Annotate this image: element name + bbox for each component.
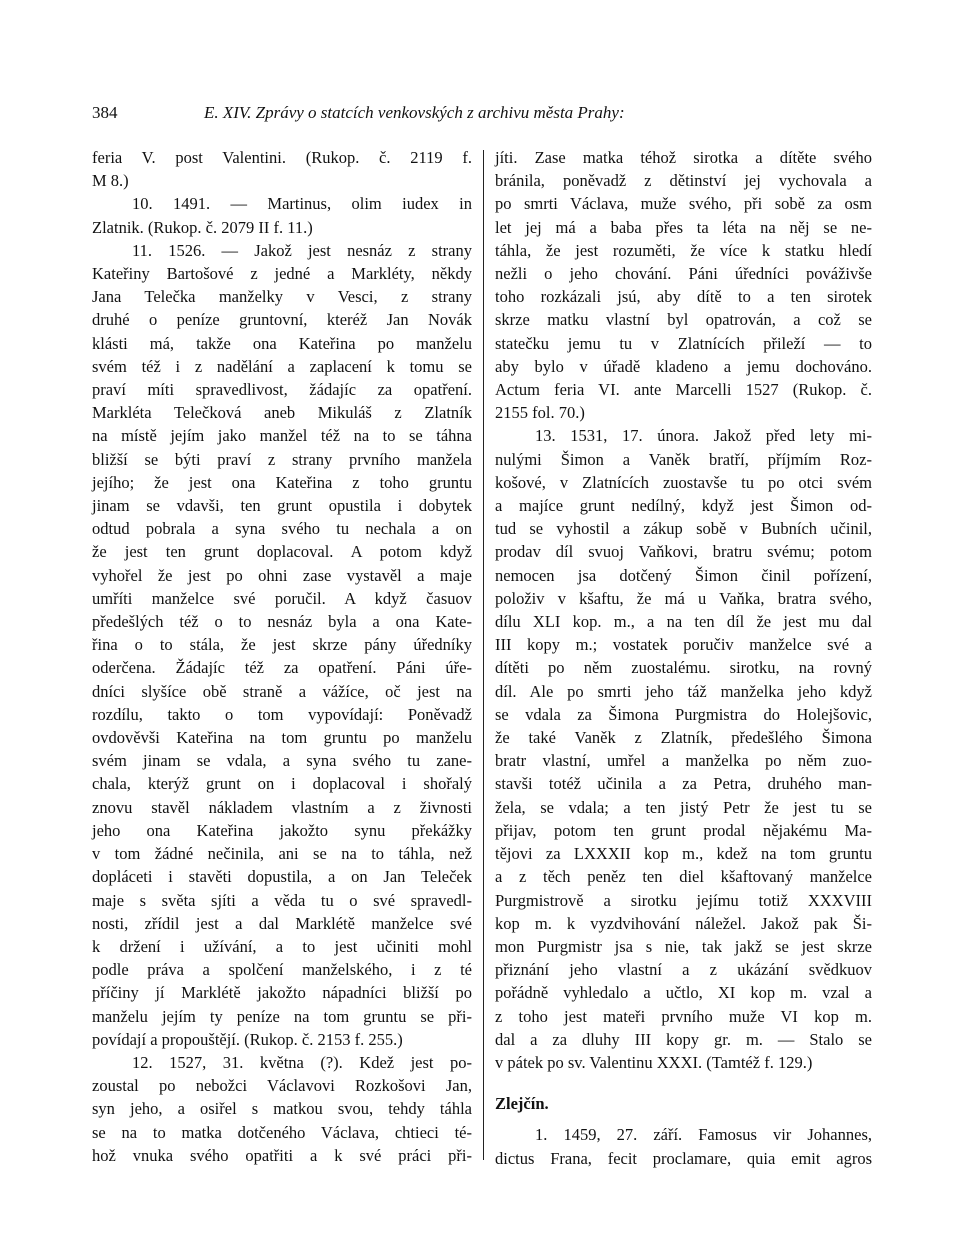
right-column-text-after-heading [495,1123,872,1169]
column-divider [483,150,484,1160]
text-line: statečku jemu tu v Zlatnících přileží — to [495,333,872,353]
text-line: M 8.) [92,171,129,191]
text-line: řina o to stála, že jest skrze pány úředníky [92,635,472,655]
text-line: 2155 fol. 70.) [495,403,585,423]
text-line: že také Vaněk z Zlatník, předešlého Šimona [495,728,872,748]
text-line: ovdověvši Kateřina na tom gruntu po manželu [92,728,472,748]
text-line: dítěti po něm zuostalému. sirotku, na rovný [495,658,872,678]
text-line: přijav, potom ten grunt prodal nějakému Ma- [495,820,872,840]
text-line: klásti má, takže ona Kateřina po manželu [92,333,472,353]
text-line: feria V. post Valentini. (Rukop. č. 2119 f. [92,148,472,167]
text-line: nosti, zřídil jest a dal Marklétě manželce své [92,913,472,933]
text-line: oderčena. Žádajíc též za opatření. Páni úře- [92,658,472,678]
text-line: dílu XLI kop. m., a na ten díl že jest mu dal [495,612,872,632]
text-line: vyhořel že jest po ohni zase vystavěl a maje [92,565,472,585]
text-line: jinam se vdavši, ten grunt opustila i dobytek [92,496,472,516]
text-line: aby bylo v úřadě kladeno a jemu dochováno. [495,356,872,376]
text-line: syn jeho, a osiřel s matkou svou, tehdy táhla [92,1099,472,1119]
left-column [92,146,472,1167]
text-line: nulými Šimon a Vaněk bratří, příjmím Roz- [495,449,872,469]
text-line: skrze matku vlastní byl opatrován, a což se [495,310,872,330]
text-line: Actum feria VI. ante Marcelli 1527 (Rukop. č. [495,380,872,400]
page-number: 384 [92,103,118,122]
text-line: těјovi za LXXXII kop m., kdež na tom gruntu [495,844,872,864]
text-line: svém jinam se vdala, a syna svého tu zane- [92,751,472,771]
text-line: 10. 1491. — Martinus, olim iudex in [132,194,472,214]
text-line: se vdala za Šimona Purgmistra do Holejšovic, [495,704,872,724]
text-line: dopláceti i stavěti dopustila, a on Jan Teleček [92,867,472,887]
text-line: jíti. Zase matka téhož sirotka a dítěte svého [495,148,872,167]
text-line: odtud pobrala a syna svého tu nechala a on [92,519,472,539]
text-line: přiznání jeho vlastní a z ukázání svědkuov [495,960,872,980]
text-line: mon Purgmistr jsa s nie, tak jakž se jest skrze [495,936,872,956]
text-line: bratr vlastní, umřel a manželka po něm zuo- [495,751,872,771]
text-line: položiv v kšaftu, že má u Vaňka, bratra svého, [495,588,872,608]
text-line: zoustal po nebožci Václavovi Rozkošovi Jan, [92,1076,472,1096]
text-line: v pátek po sv. Valentinu XXXI. (Tamtéž f. 129.) [495,1052,813,1072]
text-line: táhla, že jest rozuměti, že více k statku hledí [495,240,872,260]
text-line: na místě jejím jako manžel též na to se táhna [92,426,472,446]
text-line: praví míti spravedlivost, žádajíc za opatření. [92,380,472,400]
text-line: a z těch peněz ten diel kšaftovaný manželce [495,867,872,887]
text-line: že jest ten grunt doplacoval. A potom když [92,542,472,562]
text-line: umříti manželce své poručil. A když časuov [92,588,472,608]
section-heading: Zlejčín. [495,1094,549,1114]
text-line: rozdílu, takto o tom vypovídají: Poněvadž [92,704,472,724]
text-line: 1. 1459, 27. září. Famosus vir Johannes, [535,1125,872,1145]
text-line: III kopy m.; vostatek poručiv manželce své a [495,635,872,655]
running-title: E. XIV. Zprávy o statcích venkovských z archivu města Prahy: [204,103,625,122]
text-line: Zlatnik. (Rukop. č. 2079 II f. 11.) [92,217,313,237]
text-line: hož vnuka svého opatřiti a k své práci při- [92,1145,472,1165]
text-line: dníci slyšíce obě straně a vážíce, oč jest na [92,681,472,701]
text-line: tud se vyhostil a zákup sobě v Bubních učinil, [495,519,872,539]
text-line: jeho ona Kateřina jakožto synu překážky [92,820,472,840]
text-line: bližší se býti praví z strany prvního manžela [92,449,472,469]
text-line: předešlých též o to nesnáz byla a ona Kate- [92,612,472,632]
text-line: chala, kterýž grunt on i doplacoval i shořalý [92,774,472,794]
text-line: stavši totéž učinila a za Petra, druhého man- [495,774,872,794]
text-line: podle práva a spolčení manželského, i z té [92,960,472,980]
text-line: manželu jejím ty peníze na tom gruntu se při- [92,1006,472,1026]
text-line: 12. 1527, 31. května (?). Kdež jest po- [132,1052,472,1072]
text-line: svém též i z nadělání a zaplacení k tomu se [92,356,472,376]
text-line: v tom žádné nečinila, ani se na to táhla, než [92,844,472,864]
text-line: let jej má a baba přes ta léta na něj se ne- [495,217,872,237]
text-line: dictus Frana, fecit proclamare, quia emit agros [495,1148,872,1168]
text-line: druhé o peníze gruntovní, kteréž Jan Novák [92,310,472,330]
text-line: z toho jest mateři prvního muže VI kop m. [495,1006,872,1026]
text-line: dal a za dluhy III kopy gr. m. — Stalo se [495,1029,872,1049]
page-header [92,103,872,129]
text-line: nemocen jsa dotčený Šimon činil pořízení, [495,565,872,585]
text-line: Jana Telečka manželky v Vesci, z strany [92,287,472,307]
text-line: nežli o jeho chování. Páni úředníci pováživše [495,264,872,284]
right-column-text [495,146,872,1074]
text-line: 13. 1531, 17. února. Jakož před lety mi- [535,426,872,446]
text-line: Kateřiny Bartošové z jedné a Markléty, někdy [92,264,472,284]
text-line: bránila, poněvadž z dětinství jej vychovala a [495,171,872,191]
text-line: pořádně vyhledalo a učtlo, XI kop m. vzal a [495,983,872,1003]
text-line: toho rozkázali jsú, aby dítě to a ten sirotek [495,287,872,307]
text-line: Markléta Telečková aneb Mikuláš z Zlatník [92,403,472,423]
text-line: maje s světa sjíti a věda tu o své spravedl- [92,890,472,910]
text-line: kop m. k vyzdvihování náležel. Jakož pak Ši- [495,913,872,933]
text-line: k držení i užívání, a to jest učiniti mohl [92,936,472,956]
text-line: díl. Ale po smrti jeho táž manželka jeho když [495,681,872,701]
text-line: příčiny jí Marklétě jakožto nápadníci bližší po [92,983,472,1003]
right-column [495,146,872,1170]
text-line: 11. 1526. — Jakož jest nesnáz z strany [132,240,472,260]
text-line: povídají a propouštějí. (Rukop. č. 2153 f. 255.) [92,1029,403,1049]
text-line: znovu stavěl nákladem vlastním a z živnosti [92,797,472,817]
text-line: po smrti Václava, muže svého, při sobě za osm [495,194,872,214]
text-line: prodav díl svuoj Vaňkovi, bratru svému; potom [495,542,872,562]
text-line: Purgmistrově a sirotku jejímu totiž XXXVIII [495,890,872,910]
text-line: se na to matka dotčeného Václava, chtieci té- [92,1122,472,1142]
text-line: jejího; že jest ona Kateřina z toho gruntu [92,472,472,492]
text-line: košové, v Zlatnících zuostavše tu po otci svém [495,472,872,492]
text-line: a majíce grunt nedílný, když jest Šimon od- [495,496,872,516]
text-line: žela, se vdala; a ten jistý Petr že jest tu se [495,797,872,817]
